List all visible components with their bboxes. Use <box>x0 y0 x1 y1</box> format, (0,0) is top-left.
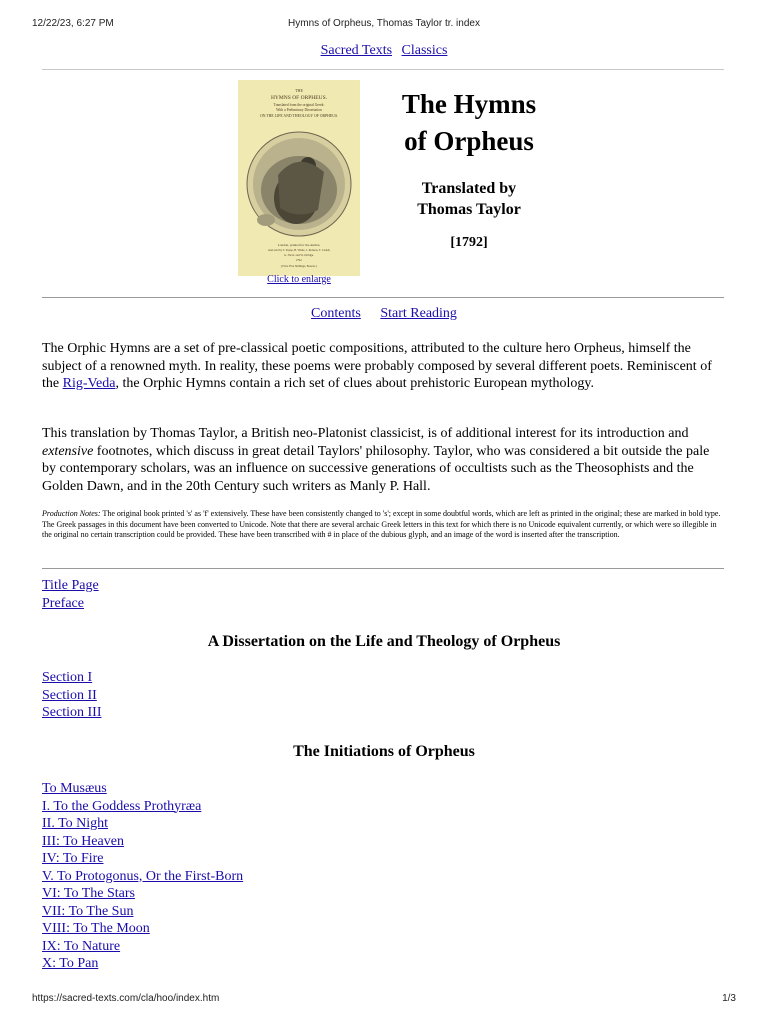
title-block <box>383 86 555 251</box>
preface-link[interactable]: Preface <box>42 595 84 611</box>
production-notes-label: Production Notes: <box>42 509 101 518</box>
publication-year: [1792] <box>450 235 488 250</box>
print-footer <box>32 993 736 1007</box>
book-cover-image[interactable] <box>238 80 360 276</box>
cover-line5: ON THE LIFE AND THEOLOGY OF ORPHEUS. <box>259 114 339 118</box>
cover-bottom3: G. Nicol, and W. Otridge. <box>284 253 314 257</box>
intro-paragraph-1: The Orphic Hymns are a set of pre-classical poetic compositions, attributed to the culture hero Orpheus, himself the subject of a renowned myth. In reality, these poems were probably composed by several different poets. Reminiscent of the Rig-Veda, the Orphic Hymns contain a rich set of clues about prehistoric European mythology. <box>42 341 712 391</box>
book-title-line1: The Hymns <box>401 89 537 119</box>
contents-nav <box>0 306 768 322</box>
section-link[interactable]: Section I <box>42 670 93 685</box>
classics-link[interactable]: Classics <box>401 43 448 58</box>
hymn-link[interactable]: IX: To Nature <box>42 938 121 954</box>
hymn-link[interactable]: I. To the Goddess Prothyræa <box>42 798 202 814</box>
enlarge-caption <box>238 274 360 285</box>
translator-name: Thomas Taylor <box>417 201 521 218</box>
initiations-links <box>42 780 243 973</box>
section-link[interactable]: Section II <box>42 687 97 703</box>
hymn-link[interactable]: VI: To The Stars <box>42 886 135 901</box>
production-notes: Production Notes: The original book printed 's' as 'f' extensively. These have been consistently changed to 's'; except in some doubtful words, which are left as printed in the original; these are marked in bold type. The Greek passages in this document have been converted to Unicode. Note that there are several archaic Greek letters in this text for which there is no Unicode equivalent currently, or which were so illegible in the original no certain transcription could be provided. These have been transcribed with # in place of the dubious glyph, and an image of the word is inserted after the transcription. <box>42 509 721 539</box>
hymn-link[interactable]: To Musæus <box>42 781 107 796</box>
cover-bottom1: London, printed for the Author, <box>277 243 321 247</box>
divider-top <box>42 69 724 70</box>
section-link[interactable]: Section III <box>42 705 102 720</box>
intro-paragraph-2: This translation by Thomas Taylor, a British neo-Platonist classicist, is of additional interest for its introduction and extensive footnotes, which discuss in great detail Taylors' philosophy. Taylor, who was considered a bit outside the pale by contemporary scholars, was an influence on successive generations of occultists such as the Theosophists and the Golden Dawn, and in the 20th Century such writers as Manly P. Hall. <box>42 426 710 494</box>
front-matter-links <box>42 577 99 612</box>
book-title-line2: of Orpheus <box>404 126 534 156</box>
translated-by-label: Translated by <box>421 180 517 197</box>
cover-bottom4: 1792. <box>295 258 303 262</box>
title-page-link[interactable]: Title Page <box>42 578 99 593</box>
dissertation-heading: A Dissertation on the Life and Theology of Orpheus <box>207 633 561 650</box>
divider-notes <box>42 568 724 569</box>
hymn-link[interactable]: X: To Pan <box>42 956 99 971</box>
hymn-link[interactable]: V. To Protogonus, Or the First-Born <box>42 868 244 884</box>
divider-title <box>42 297 724 298</box>
contents-link[interactable]: Contents <box>311 306 361 321</box>
cover-line3: Translated from the original Greek: <box>273 103 325 107</box>
click-to-enlarge-link[interactable]: Click to enlarge <box>267 274 331 285</box>
hymn-link[interactable]: VII: To The Sun <box>42 903 134 919</box>
rig-veda-link[interactable]: Rig-Veda <box>62 376 116 391</box>
cover-line2: HYMNS OF ORPHEUS. <box>270 95 328 101</box>
sacred-texts-link[interactable]: Sacred Texts <box>320 43 393 58</box>
cover-bottom5: [ Price Five Shillings, Boards. ] <box>280 264 318 268</box>
hymn-link[interactable]: II. To Night <box>42 816 109 831</box>
initiations-heading: The Initiations of Orpheus <box>293 743 475 760</box>
hymn-link[interactable]: VIII: To The Moon <box>42 921 150 936</box>
start-reading-link[interactable]: Start Reading <box>380 306 457 321</box>
print-date: 12/22/23, 6:27 PM <box>32 18 114 29</box>
hymn-link[interactable]: IV: To Fire <box>42 851 104 866</box>
top-nav <box>0 43 768 59</box>
print-header <box>32 18 736 32</box>
print-url: https://sacred-texts.com/cla/hoo/index.htm <box>32 993 220 1004</box>
print-doc-title: Hymns of Orpheus, Thomas Taylor tr. index <box>288 18 480 29</box>
cover-line4: With a Preliminary Dissertation <box>276 108 322 112</box>
cover-line1: THE <box>295 88 303 93</box>
book-cover-illustration <box>238 80 360 276</box>
print-page-number: 1/3 <box>722 993 736 1004</box>
cover-bottom2: And sold by T. Payne, B. White, J. Robson, T. Cadell, <box>267 248 331 252</box>
hymn-link[interactable]: III: To Heaven <box>42 833 124 849</box>
dissertation-links <box>42 669 101 722</box>
